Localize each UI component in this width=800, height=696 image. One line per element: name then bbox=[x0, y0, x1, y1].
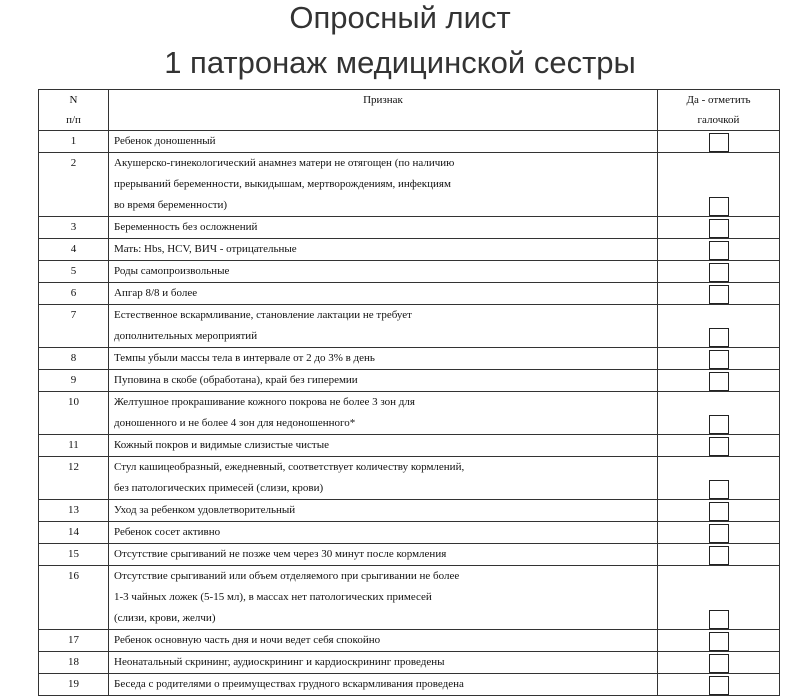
row-number: 7 bbox=[39, 305, 109, 348]
table-row bbox=[39, 261, 780, 283]
checkbox[interactable] bbox=[709, 480, 729, 499]
sign-text-line: Темпы убыли массы тела в интервале от 2 до 3% в день bbox=[114, 352, 375, 364]
row-sign-text bbox=[109, 500, 658, 522]
row-check-cell bbox=[658, 457, 780, 500]
sign-text-line: Неонатальный скрининг, аудиоскрининг и кардиоскрининг проведены bbox=[114, 656, 445, 668]
row-sign-text bbox=[109, 544, 658, 566]
table-header-row bbox=[39, 90, 780, 131]
row-number: 3 bbox=[39, 217, 109, 239]
column-header-check bbox=[658, 90, 780, 131]
row-check-cell bbox=[658, 370, 780, 392]
sign-text-line: Кожный покров и видимые слизистые чистые bbox=[114, 439, 329, 451]
row-check-cell bbox=[658, 153, 780, 217]
row-check-cell bbox=[658, 500, 780, 522]
row-sign-text bbox=[109, 370, 658, 392]
checkbox[interactable] bbox=[709, 328, 729, 347]
row-check-cell bbox=[658, 435, 780, 457]
row-number: 17 bbox=[39, 630, 109, 652]
checkbox[interactable] bbox=[709, 502, 729, 521]
table-row bbox=[39, 544, 780, 566]
table-row bbox=[39, 305, 780, 348]
row-number: 18 bbox=[39, 652, 109, 674]
column-header-check-line1: Да - отметить bbox=[686, 94, 751, 106]
row-sign-text bbox=[109, 261, 658, 283]
row-number: 10 bbox=[39, 392, 109, 435]
table-row bbox=[39, 500, 780, 522]
sign-text-line: прерываний беременности, выкидышам, мертворождениям, инфекциям bbox=[114, 178, 451, 190]
row-sign-text bbox=[109, 630, 658, 652]
row-sign-text bbox=[109, 435, 658, 457]
sign-text-line: без патологических примесей (слизи, крови) bbox=[114, 482, 324, 494]
row-sign-text bbox=[109, 348, 658, 370]
row-sign-text bbox=[109, 674, 658, 696]
row-number: 19 bbox=[39, 674, 109, 696]
document-title: Опросный лист bbox=[289, 0, 511, 35]
column-header-sign: Признак bbox=[109, 90, 658, 131]
row-sign-text bbox=[109, 131, 658, 153]
row-check-cell bbox=[658, 131, 780, 153]
checkbox[interactable] bbox=[709, 546, 729, 565]
sign-text-line: Роды самопроизвольные bbox=[114, 265, 230, 277]
row-number: 1 bbox=[39, 131, 109, 153]
row-check-cell bbox=[658, 217, 780, 239]
sign-text-line: Ребенок основную часть дня и ночи ведет себя спокойно bbox=[114, 634, 381, 646]
row-number: 8 bbox=[39, 348, 109, 370]
row-number: 12 bbox=[39, 457, 109, 500]
checkbox[interactable] bbox=[709, 133, 729, 152]
table-row bbox=[39, 370, 780, 392]
row-check-cell bbox=[658, 522, 780, 544]
row-check-cell bbox=[658, 544, 780, 566]
table-row bbox=[39, 630, 780, 652]
table-row bbox=[39, 217, 780, 239]
table-row bbox=[39, 392, 780, 435]
row-sign-text bbox=[109, 305, 658, 348]
row-sign-text bbox=[109, 652, 658, 674]
sign-text-line: во время беременности) bbox=[114, 199, 228, 211]
sign-text-line: Апгар 8/8 и более bbox=[114, 287, 198, 299]
table-row bbox=[39, 652, 780, 674]
document-subtitle: 1 патронаж медицинской сестры bbox=[164, 45, 636, 80]
row-sign-text bbox=[109, 566, 658, 630]
row-number: 5 bbox=[39, 261, 109, 283]
row-number: 9 bbox=[39, 370, 109, 392]
checkbox[interactable] bbox=[709, 676, 729, 695]
row-sign-text bbox=[109, 522, 658, 544]
row-check-cell bbox=[658, 239, 780, 261]
sign-text-line: доношенного и не более 4 зон для недоношенного* bbox=[114, 417, 356, 429]
checkbox[interactable] bbox=[709, 524, 729, 543]
row-number: 14 bbox=[39, 522, 109, 544]
column-header-number-line2: п/п bbox=[66, 114, 81, 126]
row-number: 15 bbox=[39, 544, 109, 566]
sign-text-line: Ребенок доношенный bbox=[114, 135, 216, 147]
checkbox[interactable] bbox=[709, 610, 729, 629]
row-check-cell bbox=[658, 566, 780, 630]
row-sign-text bbox=[109, 283, 658, 305]
sign-text-line: Отсутствие срыгиваний не позже чем через 30 минут после кормления bbox=[114, 548, 447, 560]
row-check-cell bbox=[658, 348, 780, 370]
row-number: 16 bbox=[39, 566, 109, 630]
sign-text-line: Беседа с родителями о преимуществах грудного вскармливания проведена bbox=[114, 678, 464, 690]
row-number: 2 bbox=[39, 153, 109, 217]
checkbox[interactable] bbox=[709, 285, 729, 304]
table-row bbox=[39, 522, 780, 544]
checkbox[interactable] bbox=[709, 632, 729, 651]
sign-text-line: Акушерско-гинекологический анамнез матери не отягощен (по наличию bbox=[114, 157, 455, 169]
row-check-cell bbox=[658, 261, 780, 283]
row-check-cell bbox=[658, 652, 780, 674]
table-row bbox=[39, 674, 780, 696]
sign-text-line: Уход за ребенком удовлетворительный bbox=[114, 504, 296, 516]
row-number: 6 bbox=[39, 283, 109, 305]
sign-text-line: Пуповина в скобе (обработана), край без гиперемии bbox=[114, 374, 358, 386]
row-check-cell bbox=[658, 674, 780, 696]
row-number: 4 bbox=[39, 239, 109, 261]
row-number: 11 bbox=[39, 435, 109, 457]
sign-text-line: Желтушное прокрашивание кожного покрова не более 3 зон для bbox=[114, 396, 415, 408]
row-check-cell bbox=[658, 630, 780, 652]
sign-text-line: Мать: Hbs, HCV, ВИЧ - отрицательные bbox=[114, 243, 297, 255]
row-sign-text bbox=[109, 153, 658, 217]
table-row bbox=[39, 348, 780, 370]
column-header-number bbox=[39, 90, 109, 131]
checkbox[interactable] bbox=[709, 654, 729, 673]
column-header-check-line2: галочкой bbox=[697, 114, 740, 126]
table-row bbox=[39, 566, 780, 630]
sign-text-line: Беременность без осложнений bbox=[114, 221, 258, 233]
row-sign-text bbox=[109, 217, 658, 239]
checkbox[interactable] bbox=[709, 219, 729, 238]
column-header-number-line1: N bbox=[69, 94, 78, 106]
checkbox[interactable] bbox=[709, 350, 729, 369]
row-sign-text bbox=[109, 392, 658, 435]
table-row bbox=[39, 131, 780, 153]
sign-text-line: (слизи, крови, желчи) bbox=[114, 612, 216, 624]
row-check-cell bbox=[658, 305, 780, 348]
sign-text-line: Отсутствие срыгиваний или объем отделяемого при срыгивании не более bbox=[114, 570, 460, 582]
row-check-cell bbox=[658, 392, 780, 435]
sign-text-line: Естественное вскармливание, становление лактации не требует bbox=[114, 309, 412, 321]
checkbox[interactable] bbox=[709, 372, 729, 391]
questionnaire-table bbox=[38, 89, 780, 696]
table-row bbox=[39, 435, 780, 457]
table-row bbox=[39, 457, 780, 500]
sign-text-line: 1-3 чайных ложек (5-15 мл), в массах нет патологических примесей bbox=[114, 591, 432, 603]
row-check-cell bbox=[658, 283, 780, 305]
checkbox[interactable] bbox=[709, 437, 729, 456]
checkbox[interactable] bbox=[709, 197, 729, 216]
checkbox[interactable] bbox=[709, 263, 729, 282]
sign-text-line: Ребенок сосет активно bbox=[114, 526, 221, 538]
table-row bbox=[39, 239, 780, 261]
table-row bbox=[39, 283, 780, 305]
checkbox[interactable] bbox=[709, 415, 729, 434]
sign-text-line: дополнительных мероприятий bbox=[114, 330, 258, 342]
table-row bbox=[39, 153, 780, 217]
row-sign-text bbox=[109, 239, 658, 261]
row-sign-text bbox=[109, 457, 658, 500]
checkbox[interactable] bbox=[709, 241, 729, 260]
row-number: 13 bbox=[39, 500, 109, 522]
sign-text-line: Стул кашицеобразный, ежедневный, соответствует количеству кормлений, bbox=[114, 461, 465, 473]
